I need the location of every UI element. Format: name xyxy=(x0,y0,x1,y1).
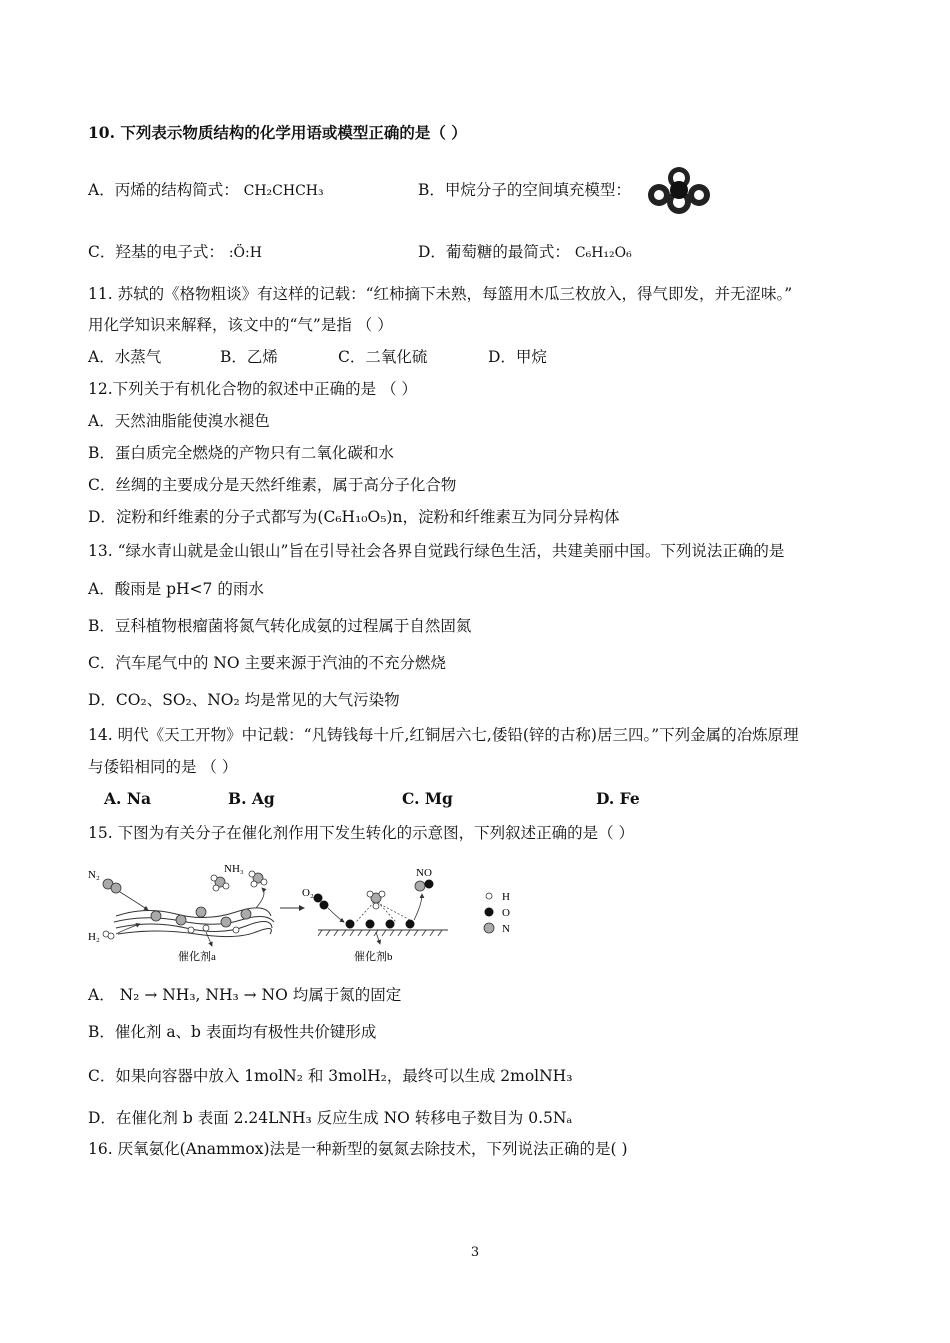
q11-d: D．甲烷 xyxy=(488,348,547,366)
q11-c: C．二氧化硫 xyxy=(338,348,428,366)
q14-d: D. Fe xyxy=(596,789,640,808)
q11-stem-line1: 11. 苏轼的《格物粗谈》有这样的记载：“红柿摘下未熟，每篮用木瓜三枚放入，得气即发，并无涩味。” xyxy=(88,285,793,303)
q14-a: A. Na xyxy=(104,789,152,808)
fig-legend-o: O xyxy=(502,907,510,919)
fig-o2-label: O₂ xyxy=(302,887,314,899)
q14-stem-line1: 14. 明代《天工开物》中记载：“凡铸钱每十斤,红铜居六七,倭铅(锌的古称)居三四。”下列金属的冶炼原理 xyxy=(88,726,799,744)
q10-stem: 10. 下列表示物质结构的化学用语或模型正确的是（ ） xyxy=(88,123,467,142)
q16-stem: 16. 厌氧氨化(Anammox)法是一种新型的氨氮去除技术，下列说法正确的是( ) xyxy=(88,1140,628,1158)
q12-a: A．天然油脂能使溴水褪色 xyxy=(88,412,270,430)
q10-a-label: A．丙烯的结构简式： xyxy=(88,181,239,199)
q10-b-label: B．甲烷分子的空间填充模型： xyxy=(418,181,631,199)
q11-stem-line2: 用化学知识来解释，该文中的“气”是指 （ ） xyxy=(88,316,393,334)
q10-option-d xyxy=(418,242,632,263)
q12-d: D．淀粉和纤维素的分子式都写为(C₆H₁₀O₅)n，淀粉和纤维素互为同分异构体 xyxy=(88,508,620,526)
q10-option-b xyxy=(418,180,631,200)
q13-d: D．CO₂、SO₂、NO₂ 均是常见的大气污染物 xyxy=(88,691,400,709)
q10-d-formula: C₆H₁₂O₆ xyxy=(574,245,632,261)
q10-option-c xyxy=(88,242,262,263)
q15-b: B．催化剂 a、b 表面均有极性共价键形成 xyxy=(88,1023,377,1041)
catalyst-a-surface xyxy=(114,907,274,937)
fig-catalyst-b-label: 催化剂b xyxy=(354,951,393,963)
q10-a-formula: CH₂CHCH₃ xyxy=(243,183,324,199)
fig-legend-n: N xyxy=(502,923,510,935)
fig-no-label: NO xyxy=(416,867,432,879)
fig-catalyst-a-label: 催化剂a xyxy=(178,951,216,963)
q10-d-label: D．葡萄糖的最简式： xyxy=(418,243,570,261)
catalyst-b-surface xyxy=(318,891,448,936)
q13-c: C．汽车尾气中的 NO 主要来源于汽油的不充分燃烧 xyxy=(88,654,446,672)
fig-n2-label: N₂ xyxy=(88,869,100,881)
fig-nh3-label: NH₃ xyxy=(224,863,244,875)
q14-b: B. Ag xyxy=(228,789,275,808)
q14-c: C. Mg xyxy=(402,789,453,808)
page-number: 3 xyxy=(470,1245,480,1260)
q10-c-label: C．羟基的电子式： xyxy=(88,243,224,261)
q15-c: C．如果向容器中放入 1molN₂ 和 3molH₂，最终可以生成 2molNH₃ xyxy=(88,1067,573,1085)
q12-c: C．丝绸的主要成分是天然纤维素，属于高分子化合物 xyxy=(88,476,457,494)
methane-spacefill-model-icon xyxy=(645,162,713,216)
q11-a: A．水蒸气 xyxy=(88,348,162,366)
q12-stem: 12.下列关于有机化合物的叙述中正确的是 （ ） xyxy=(88,380,418,398)
q13-stem: 13. “绿水青山就是金山银山”旨在引导社会各界自觉践行绿色生活，共建美丽中国。下列说法正确的是 xyxy=(88,542,785,560)
q15-d: D．在催化剂 b 表面 2.24LNH₃ 反应生成 NO 转移电子数目为 0.5Nₐ xyxy=(88,1109,573,1127)
q13-a: A．酸雨是 pH<7 的雨水 xyxy=(88,580,264,598)
fig-legend-h: H xyxy=(502,891,510,903)
q15-a: A． N₂ → NH₃, NH₃ → NO 均属于氮的固定 xyxy=(88,986,402,1004)
q10-c-formula: :Ö:H xyxy=(228,245,262,261)
q14-stem-line2: 与倭铅相同的是 （ ） xyxy=(88,758,238,776)
q11-b: B．乙烯 xyxy=(220,348,278,366)
q12-b: B．蛋白质完全燃烧的产物只有二氧化碳和水 xyxy=(88,444,394,462)
q15-stem: 15. 下图为有关分子在催化剂作用下发生转化的示意图，下列叙述正确的是（ ） xyxy=(88,824,635,842)
q13-b: B．豆科植物根瘤菌将氮气转化成氨的过程属于自然固氮 xyxy=(88,617,472,635)
fig-h2-label: H₂ xyxy=(88,931,100,943)
catalyst-conversion-diagram xyxy=(86,858,536,968)
q10-option-a xyxy=(88,180,324,201)
